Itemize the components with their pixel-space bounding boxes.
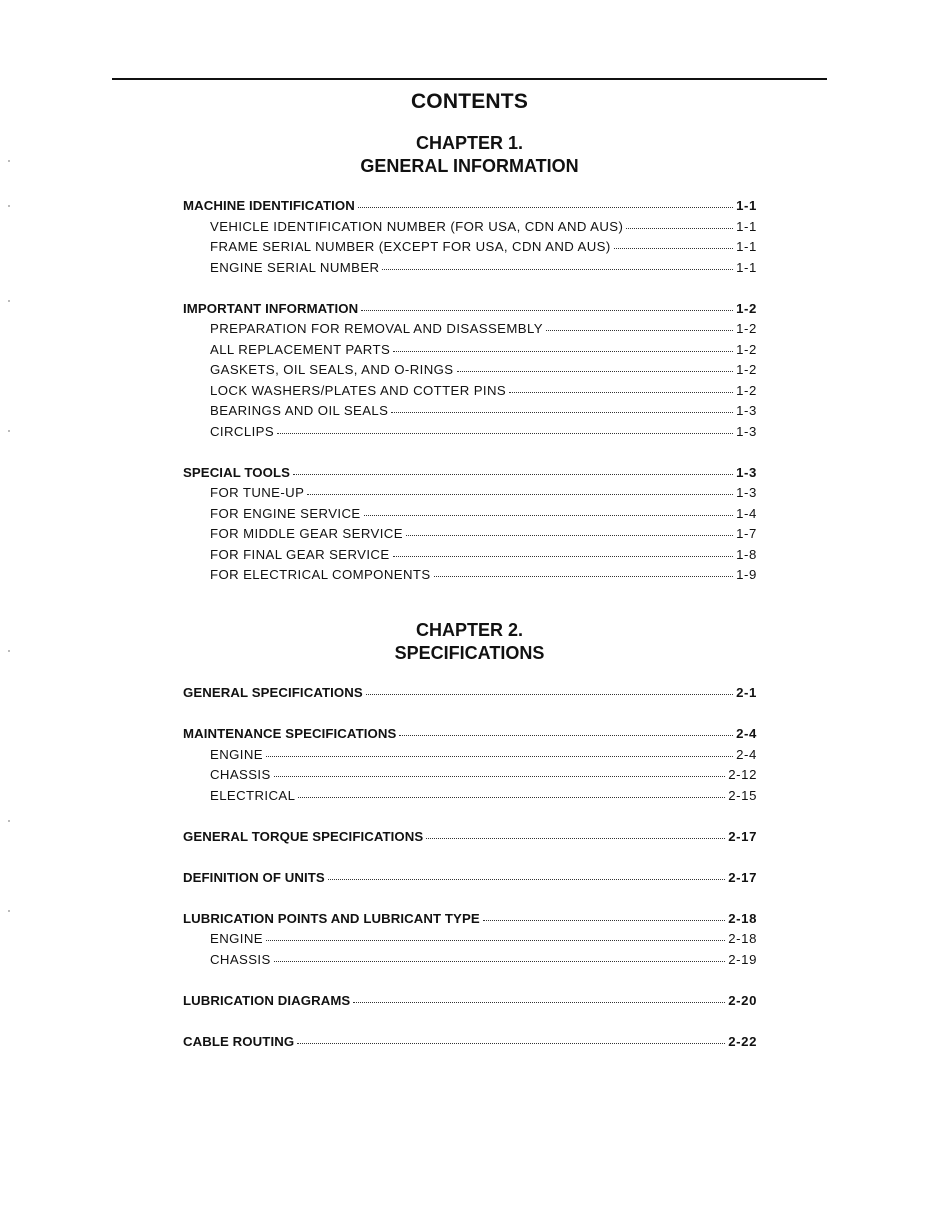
toc-page-number: 1-3 <box>736 423 757 439</box>
toc-page-number: 2-4 <box>736 726 757 741</box>
toc-entry-label: GASKETS, OIL SEALS, AND O-RINGS <box>210 362 454 377</box>
dot-leader <box>399 735 733 736</box>
chapter-number: CHAPTER 1. <box>415 133 523 153</box>
dot-leader <box>483 920 725 921</box>
margin-mark <box>8 205 10 207</box>
toc-entry-label: MAINTENANCE SPECIFICATIONS <box>183 726 397 741</box>
toc-subsection-entry <box>183 239 757 260</box>
toc-subsection-entry <box>183 747 757 768</box>
chapter-1-heading <box>112 132 827 178</box>
chapter-2-toc <box>183 685 757 1054</box>
toc-entry-label: FOR MIDDLE GEAR SERVICE <box>210 526 403 541</box>
toc-entry-label: BEARINGS AND OIL SEALS <box>210 403 389 418</box>
dot-leader <box>297 1043 725 1044</box>
toc-page-number: 1-2 <box>736 300 757 316</box>
dot-leader <box>614 248 733 249</box>
chapter-title: SPECIFICATIONS <box>394 643 545 663</box>
toc-subsection-entry <box>183 403 757 424</box>
dot-leader <box>391 412 733 413</box>
toc-spacer <box>183 1013 757 1034</box>
toc-entry-label: ENGINE <box>210 746 263 762</box>
page-title: CONTENTS <box>410 90 529 113</box>
toc-entry-label: FOR FINAL GEAR SERVICE <box>210 546 390 562</box>
dot-leader <box>382 269 733 270</box>
toc-entry-label: CHASSIS <box>210 767 271 782</box>
toc-entry-label: DEFINITION OF UNITS <box>183 869 325 885</box>
toc-section-entry <box>183 870 757 891</box>
toc-entry-label: CIRCLIPS <box>210 423 275 439</box>
dot-leader <box>426 838 725 839</box>
toc-subsection-entry <box>183 424 757 445</box>
toc-section-entry <box>183 829 757 850</box>
toc-page-number: 1-7 <box>736 526 757 541</box>
toc-entry-label: GENERAL TORQUE SPECIFICATIONS <box>183 828 424 844</box>
header-rule <box>112 78 827 80</box>
toc-subsection-entry <box>183 485 757 506</box>
toc-page-number: 1-3 <box>736 464 757 480</box>
toc-page-number: 1-2 <box>736 382 757 398</box>
margin-mark <box>8 820 10 822</box>
dot-leader <box>434 576 734 577</box>
chapter-1-toc <box>183 198 757 588</box>
toc-subsection-entry <box>183 383 757 404</box>
toc-subsection-entry <box>183 931 757 952</box>
toc-section-entry <box>183 1034 757 1055</box>
toc-section-entry <box>183 726 757 747</box>
toc-entry-label: ELECTRICAL <box>210 787 296 803</box>
toc-entry-label: IMPORTANT INFORMATION <box>183 300 359 316</box>
toc-page-number: 1-1 <box>736 218 757 234</box>
toc-entry-label: LOCK WASHERS/PLATES AND COTTER PINS <box>210 382 507 398</box>
toc-subsection-entry <box>183 506 757 527</box>
toc-spacer <box>183 849 757 870</box>
margin-mark <box>8 650 10 652</box>
toc-page-number: 2-18 <box>728 931 757 946</box>
toc-entry-label: ENGINE <box>210 931 263 946</box>
toc-page-number: 1-1 <box>736 259 757 275</box>
chapter-number: CHAPTER 2. <box>415 620 523 640</box>
toc-entry-label: GENERAL SPECIFICATIONS <box>183 685 363 700</box>
toc-subsection-entry <box>183 767 757 788</box>
toc-page-number: 2-15 <box>728 787 757 803</box>
toc-page-number: 1-2 <box>736 362 757 377</box>
dot-leader <box>393 556 734 557</box>
toc-entry-label: FOR ENGINE SERVICE <box>210 505 361 521</box>
dot-leader <box>307 494 733 495</box>
dot-leader <box>266 940 725 941</box>
toc-subsection-entry <box>183 567 757 588</box>
toc-subsection-entry <box>183 219 757 240</box>
toc-page-number: 2-17 <box>728 828 757 844</box>
toc-subsection-entry <box>183 321 757 342</box>
toc-entry-label: SPECIAL TOOLS <box>183 464 291 480</box>
toc-page-number: 1-2 <box>736 321 757 336</box>
toc-spacer <box>183 808 757 829</box>
toc-entry-label: FOR ELECTRICAL COMPONENTS <box>210 567 431 582</box>
toc-spacer <box>183 972 757 993</box>
toc-subsection-entry <box>183 526 757 547</box>
dot-leader <box>353 1002 725 1003</box>
toc-spacer <box>183 890 757 911</box>
margin-mark <box>8 160 10 162</box>
toc-entry-label: FOR TUNE-UP <box>210 485 305 500</box>
toc-entry-label: FRAME SERIAL NUMBER (EXCEPT FOR USA, CDN AND AUS) <box>210 239 611 254</box>
toc-section-entry <box>183 685 757 706</box>
toc-page-number: 2-22 <box>728 1033 757 1049</box>
toc-section-entry <box>183 993 757 1014</box>
toc-entry-label: PREPARATION FOR REMOVAL AND DISASSEMBLY <box>210 321 543 336</box>
dot-leader <box>546 330 733 331</box>
dot-leader <box>298 797 725 798</box>
toc-entry-label: ENGINE SERIAL NUMBER <box>210 259 380 275</box>
dot-leader <box>277 433 733 434</box>
toc-entry-label: CHASSIS <box>210 951 271 967</box>
toc-page-number: 1-8 <box>736 546 757 562</box>
dot-leader <box>406 535 733 536</box>
toc-page-number: 1-3 <box>736 485 757 500</box>
chapter-title: GENERAL INFORMATION <box>360 156 579 176</box>
toc-page-number: 2-4 <box>736 746 757 762</box>
toc-page-number: 2-19 <box>728 951 757 967</box>
toc-section-entry <box>183 198 757 219</box>
toc-spacer <box>183 280 757 301</box>
toc-section-entry <box>183 301 757 322</box>
chapter-2-heading <box>112 619 827 665</box>
toc-page-number: 1-1 <box>736 239 757 254</box>
toc-entry-label: ALL REPLACEMENT PARTS <box>210 341 391 357</box>
margin-mark <box>8 910 10 912</box>
toc-page-number: 2-1 <box>736 685 757 700</box>
toc-section-entry <box>183 911 757 932</box>
dot-leader <box>266 756 733 757</box>
toc-section-entry <box>183 465 757 486</box>
toc-subsection-entry <box>183 547 757 568</box>
margin-mark <box>8 430 10 432</box>
dot-leader <box>274 776 726 777</box>
dot-leader <box>328 879 725 880</box>
toc-entry-label: LUBRICATION DIAGRAMS <box>183 992 351 1008</box>
dot-leader <box>274 961 726 962</box>
toc-spacer <box>183 444 757 465</box>
dot-leader <box>626 228 733 229</box>
toc-entry-label: CABLE ROUTING <box>183 1033 295 1049</box>
toc-entry-label: MACHINE IDENTIFICATION <box>183 198 355 213</box>
dot-leader <box>393 351 733 352</box>
dot-leader <box>364 515 734 516</box>
toc-page-number: 2-17 <box>728 869 757 885</box>
dot-leader <box>457 371 734 372</box>
margin-mark <box>8 300 10 302</box>
toc-page-number: 1-1 <box>736 198 757 213</box>
toc-page-number: 2-18 <box>728 910 757 926</box>
toc-subsection-entry <box>183 342 757 363</box>
toc-entry-label: VEHICLE IDENTIFICATION NUMBER (FOR USA, CDN AND AUS) <box>210 218 624 234</box>
dot-leader <box>361 310 733 311</box>
toc-subsection-entry <box>183 362 757 383</box>
dot-leader <box>366 694 733 695</box>
toc-entry-label: LUBRICATION POINTS AND LUBRICANT TYPE <box>183 910 480 926</box>
toc-subsection-entry <box>183 952 757 973</box>
toc-page-number: 1-3 <box>736 403 757 418</box>
toc-page-number: 1-4 <box>736 505 757 521</box>
toc-subsection-entry <box>183 260 757 281</box>
dot-leader <box>509 392 733 393</box>
toc-page-number: 2-12 <box>728 767 757 782</box>
dot-leader <box>358 207 733 208</box>
toc-spacer <box>183 706 757 727</box>
toc-page-number: 2-20 <box>728 992 757 1008</box>
dot-leader <box>293 474 733 475</box>
toc-page-number: 1-2 <box>736 341 757 357</box>
toc-subsection-entry <box>183 788 757 809</box>
toc-page-number: 1-9 <box>736 567 757 582</box>
